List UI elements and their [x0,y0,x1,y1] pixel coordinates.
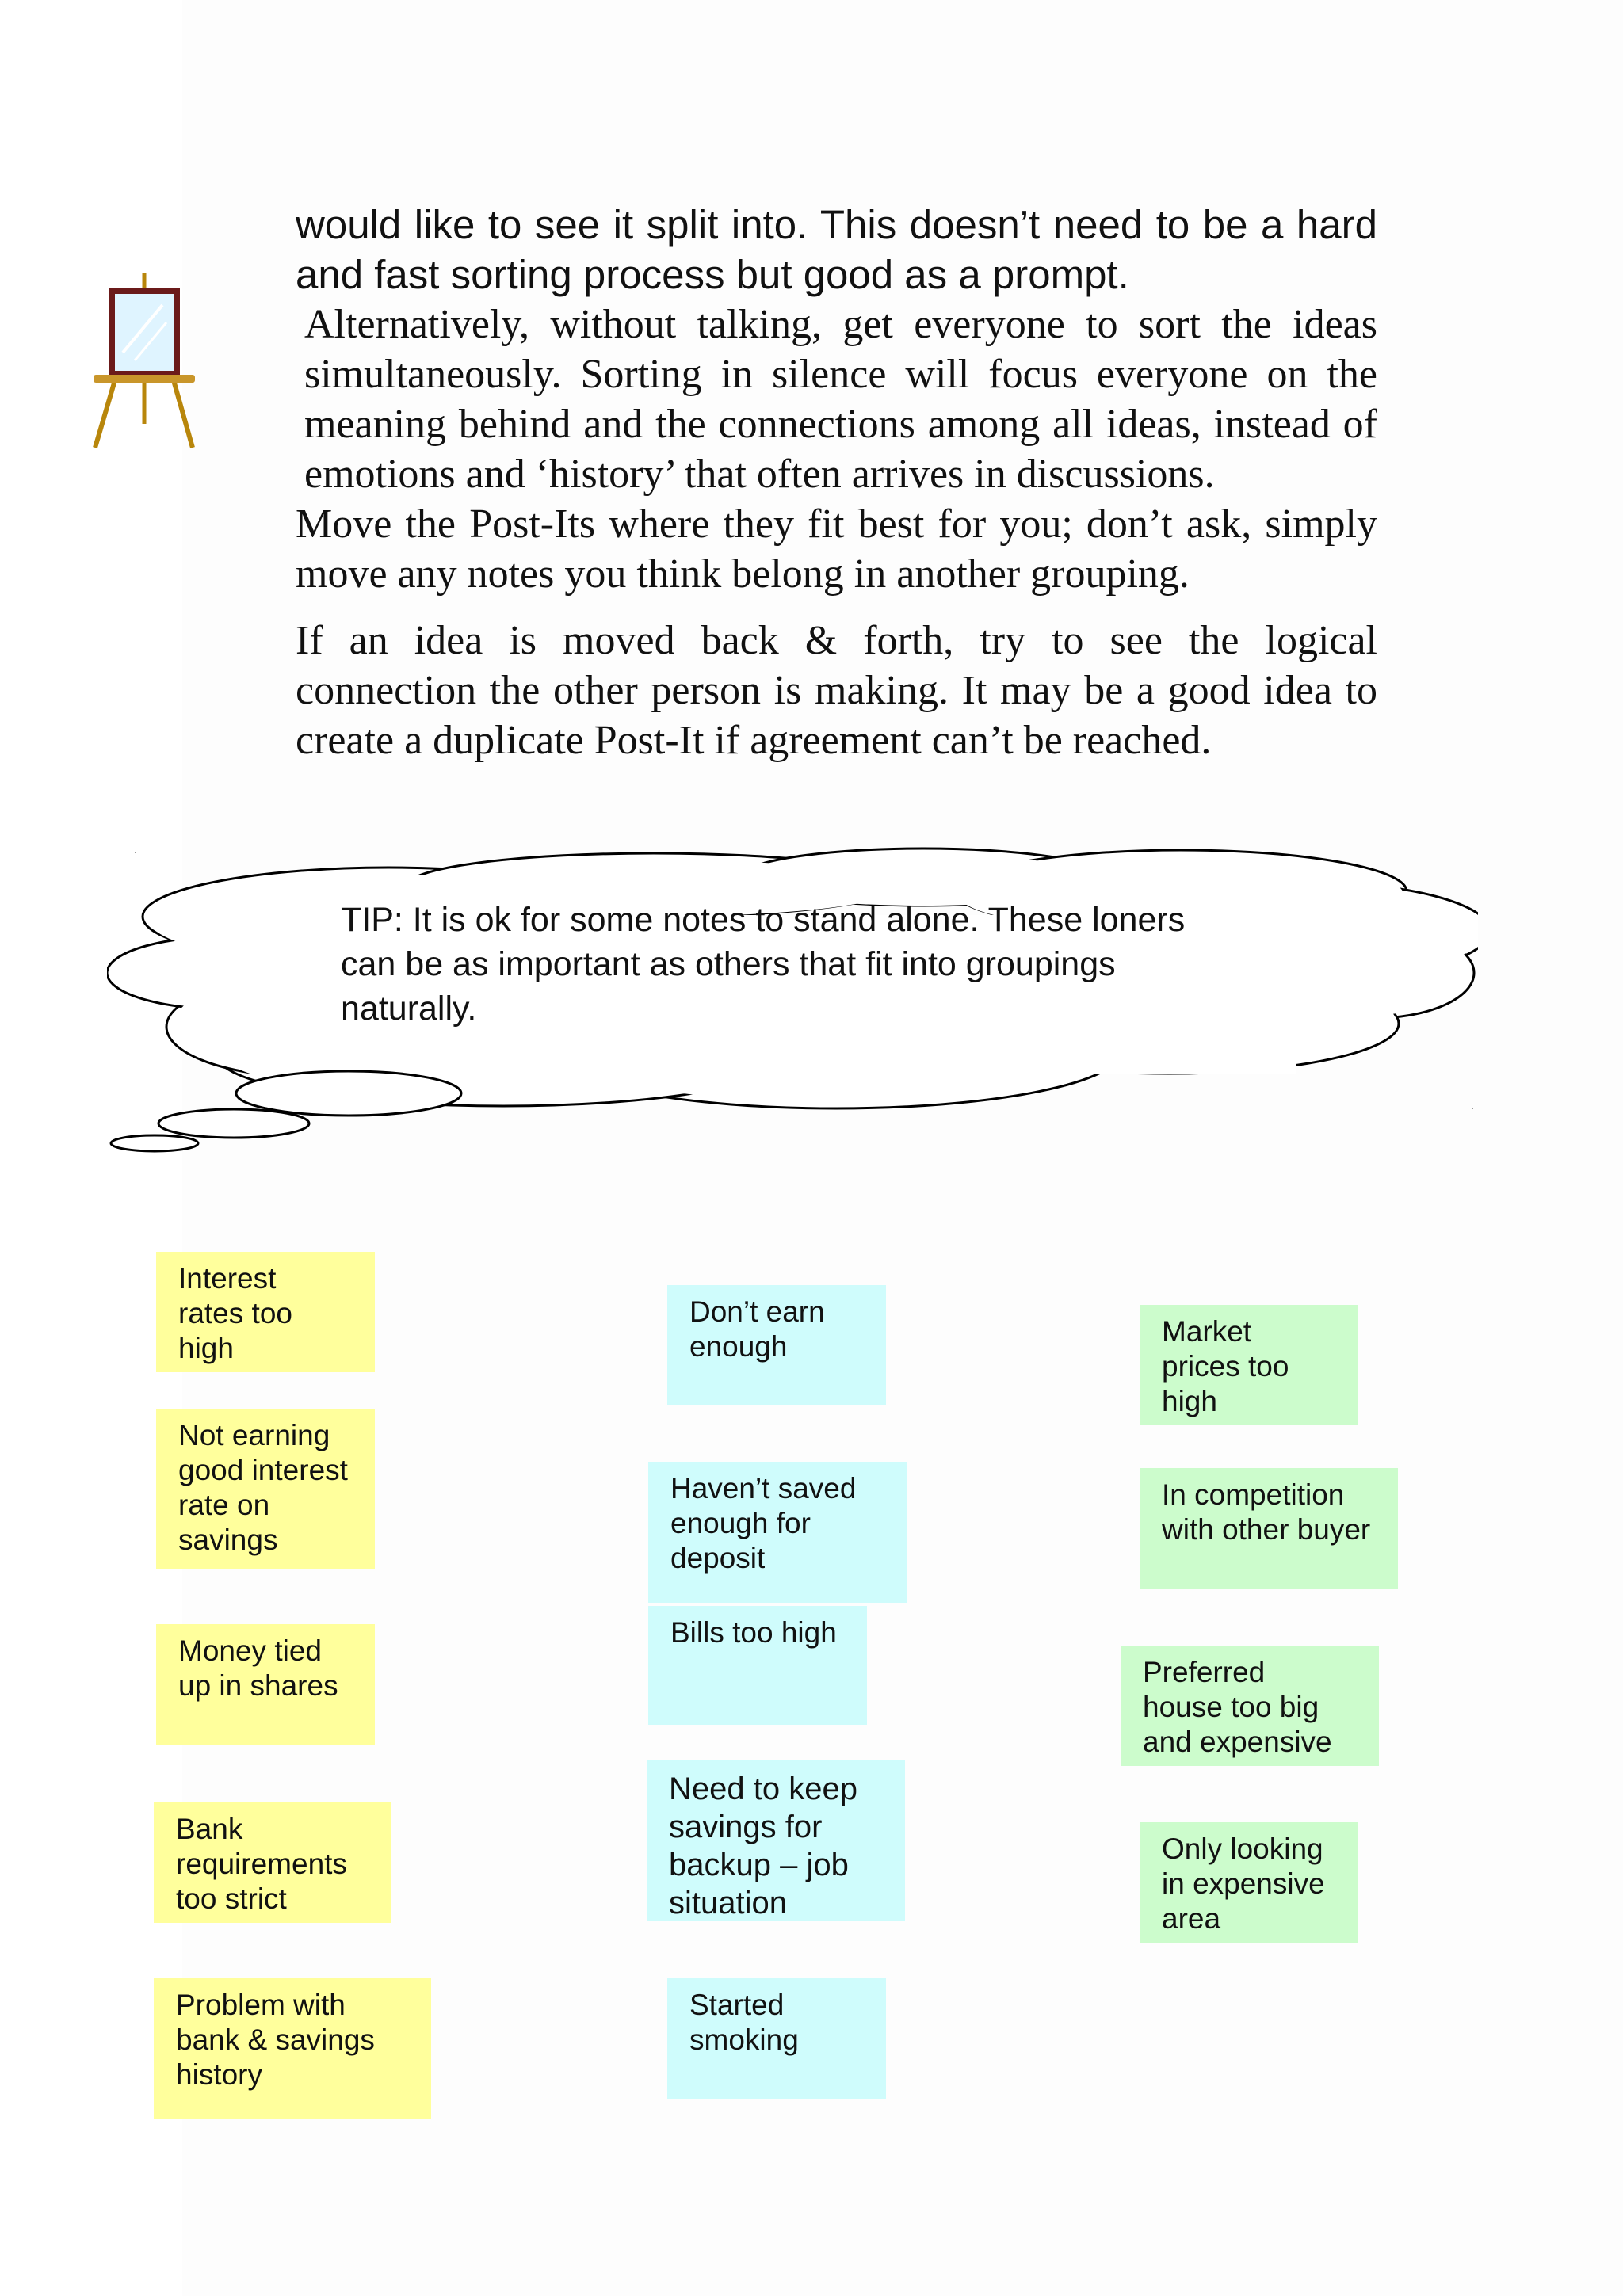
paragraph-2: Alternatively, without talking, get everyone to sort the ideas simultaneously. Sorting in silence will focus everyone on the meaning behind and the connections among all ideas, instead of emotions and ‘history’ that often arrives in discussions. [304,302,1377,497]
sticky-note-yellow[interactable]: Not earning good interest rate on savings [156,1409,375,1569]
sticky-note-blue[interactable]: Bills too high [648,1606,867,1725]
sticky-note-yellow[interactable]: Interest rates too high [156,1252,375,1372]
sticky-note-green[interactable]: Preferred house too big and expensive [1121,1646,1379,1766]
speck [1472,1108,1473,1109]
paragraph-3: Move the Post-Its where they fit best for you; don’t ask, simply move any notes you think belong in another grouping. [296,502,1377,597]
sticky-note-yellow[interactable]: Bank requirements too strict [154,1802,391,1923]
sticky-note-blue[interactable]: Need to keep savings for backup – job situation [647,1760,905,1921]
tip-text: TIP: It is ok for some notes to stand alone. These loners can be as important as others that fit into groupings naturally. [341,901,1186,1028]
paragraph-1: would like to see it split into. This doesn’t need to be a hard and fast sorting process but good as a prompt. [296,202,1377,297]
sticky-note-blue[interactable]: Don’t earn enough [667,1285,886,1405]
sticky-note-blue[interactable]: Haven’t saved enough for deposit [648,1462,907,1603]
paragraph-4: If an idea is moved back & forth, try to see the logical connection the other person is making. It may be a good idea to create a duplicate Post-It if agreement can’t be reached. [296,618,1377,763]
easel-icon [91,273,198,452]
sticky-note-green[interactable]: Only looking in expensive area [1140,1822,1358,1943]
speck [135,852,136,853]
sticky-note-yellow[interactable]: Problem with bank & savings history [154,1978,431,2119]
sticky-note-blue[interactable]: Started smoking [667,1978,886,2099]
sticky-note-green[interactable]: Market prices too high [1140,1305,1358,1425]
sticky-note-yellow[interactable]: Money tied up in shares [156,1624,375,1745]
sticky-note-green[interactable]: In competition with other buyer [1140,1468,1398,1589]
